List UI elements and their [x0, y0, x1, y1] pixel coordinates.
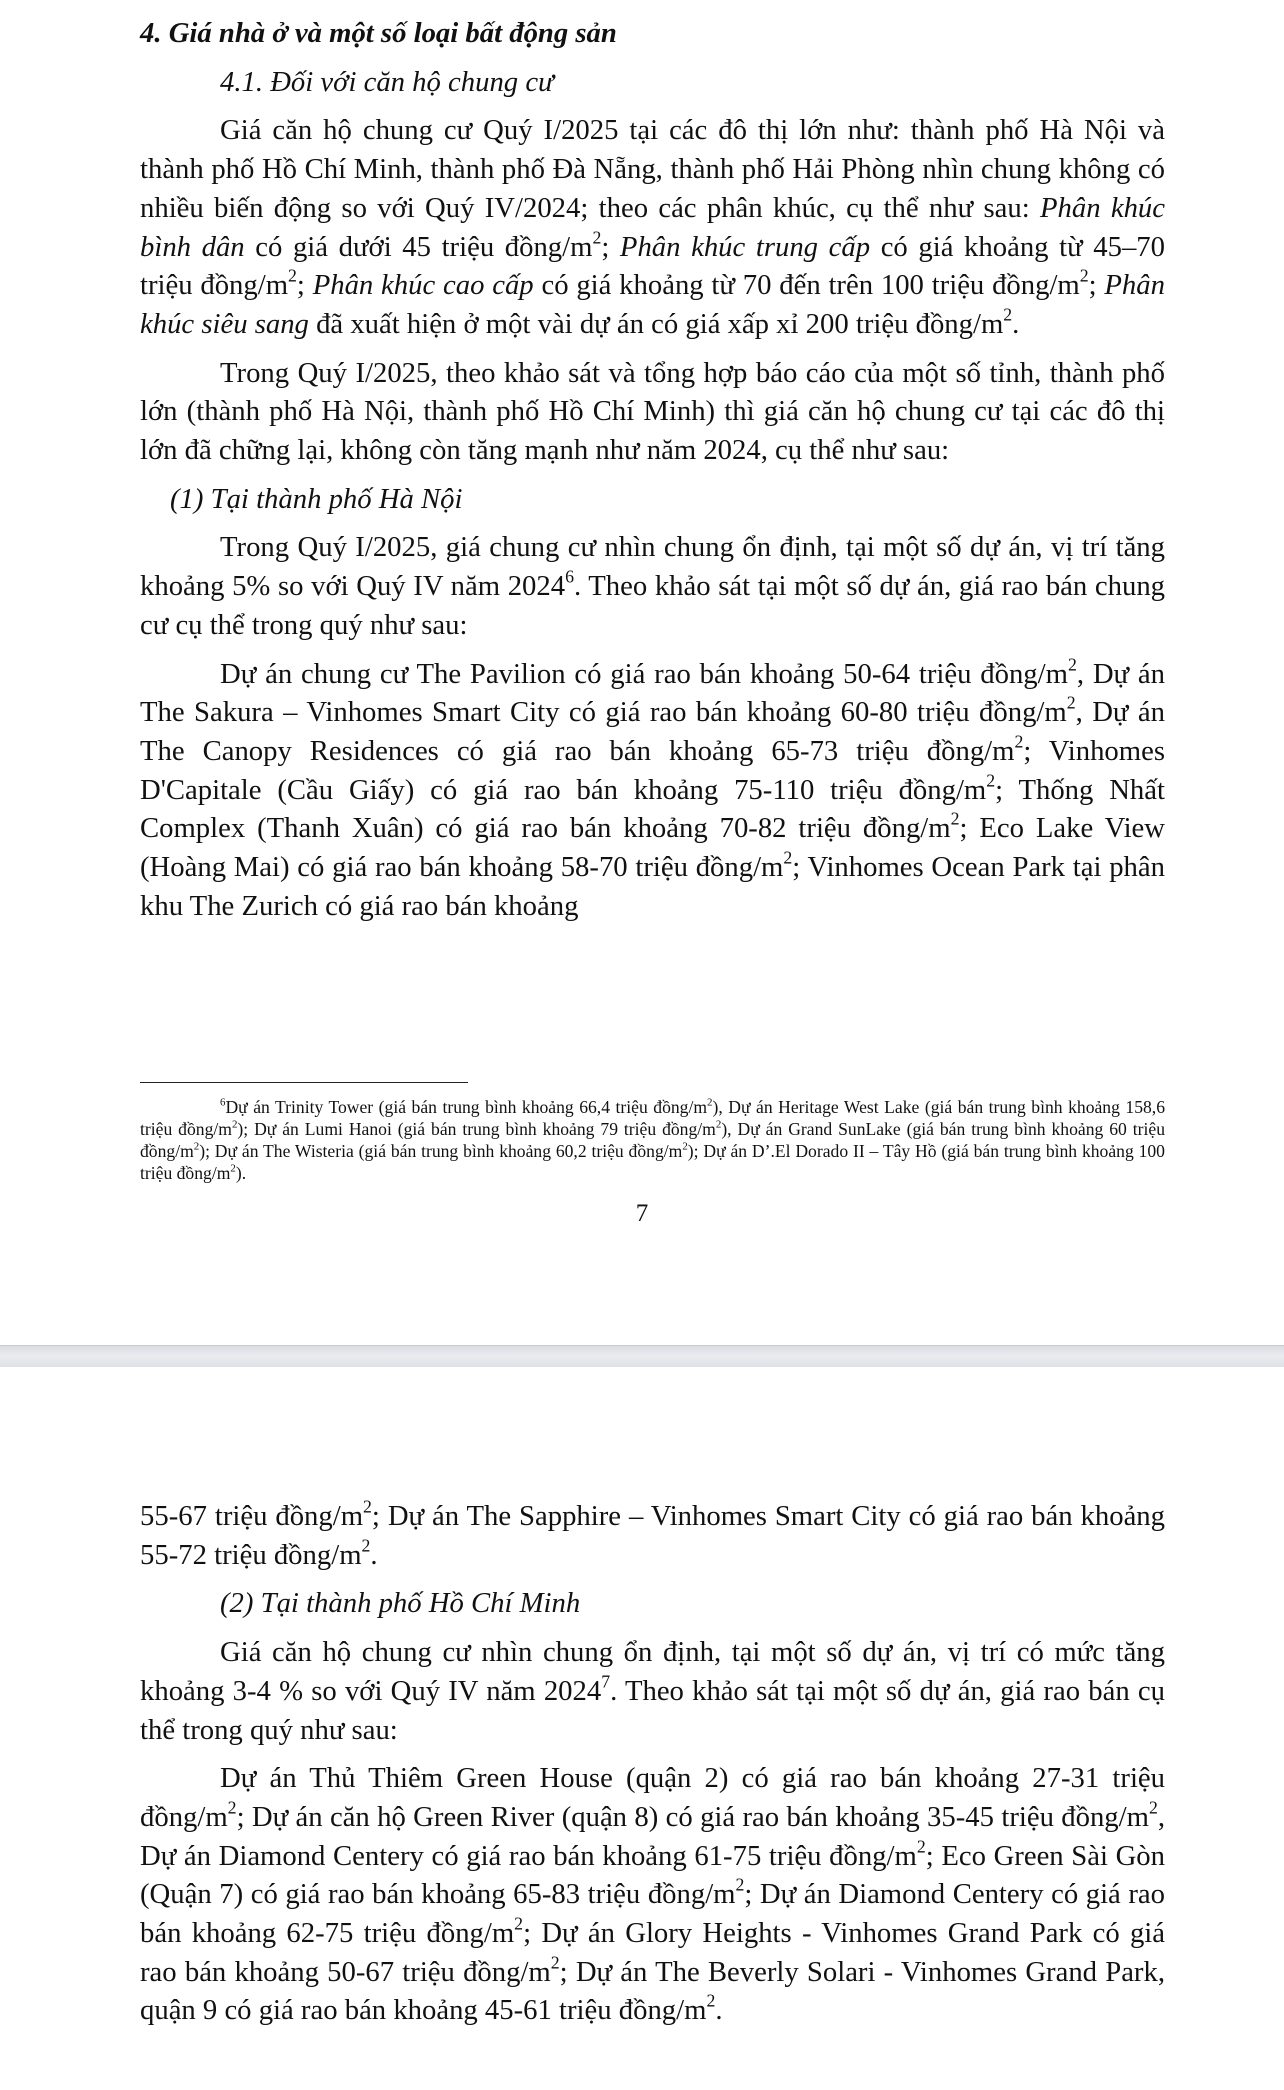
paragraph-hcm-overview: Giá căn hộ chung cư nhìn chung ổn định, tại một số dự án, vị trí có mức tăng khoảng 3-4 % so với Quý IV năm 2024$^7$. Theo khảo sát tại một số dự án, giá rao bán cụ thể trong quý như sau: [140, 1636, 1165, 1746]
paragraph-hanoi-projects: Dự án chung cư The Pavilion có giá rao bán khoảng 50-64 triệu đồng/$m^2$, Dự án The Sakura – Vinhomes Smart City có giá rao bán khoảng 60-80 triệu đồng/$m^2$, Dự án The Canopy Residences có giá rao bán khoảng 65-73 triệu đồng/$m^2$; Vinhomes D'Capitale (Cầu Giấy) có giá rao bán khoảng 75-110 triệu đồng/$m^2$; Thống Nhất Complex (Thanh Xuân) có giá rao bán khoảng 70-82 triệu đồng/$m^2$; Eco Lake View (Hoàng Mai) có giá rao bán khoảng 58-70 triệu đồng/$m^2$; Vinhomes Ocean Park tại phân khu The Zurich có giá rao bán khoảng [140, 654, 1165, 922]
paragraph-hanoi-overview: Trong Quý I/2025, giá chung cư nhìn chung ổn định, tại một số dự án, vị trí tăng khoảng 5% so với Quý IV năm 2024$^6$. Theo khảo sát tại một số dự án, giá rao bán chung cư cụ thể trong quý như sau: [140, 531, 1166, 641]
paragraph-hanoi-continued: 55-67 triệu đồng/$m^2$; Dự án The Sapphire – Vinhomes Smart City có giá rao bán khoảng 55-72 triệu đồng/$m^2$. [140, 1496, 1165, 1571]
page-body [140, 14, 1165, 925]
page-number: 7 [635, 1200, 649, 1227]
section-heading: 4. Giá nhà ở và một số loại bất động sản [140, 17, 617, 49]
paragraph-hcm-projects: Dự án Thủ Thiêm Green House (quận 2) có giá rao bán khoảng 27-31 triệu đồng/$m^2$; Dự án căn hộ Green River (quận 8) có giá rao bán khoảng 35-45 triệu đồng/$m^2$, Dự án Diamond Centery có giá rao bán khoảng 61-75 triệu đồng/$m^2$; Eco Green Sài Gòn (Quận 7) có giá rao bán khoảng 65-83 triệu đồng/$m^2$; Dự án Diamond Centery có giá rao bán khoảng 62-75 triệu đồng/$m^2$; Dự án Glory Heights - Vinhomes Grand Park có giá rao bán khoảng 50-67 triệu đồng/$m^2$; Dự án The Beverly Solari - Vinhomes Grand Park, quận 9 có giá rao bán khoảng 45-61 triệu đồng/$m^2$. [140, 1762, 1166, 2027]
hcm-heading: (2) Tại thành phố Hồ Chí Minh [220, 1587, 581, 1620]
page-break-separator [0, 1345, 1284, 1369]
hanoi-heading: (1) Tại thành phố Hà Nội [170, 482, 463, 515]
footnote-6: $^6$Dự án Trinity Tower (giá bán trung bình khoảng 66,4 triệu đồng/$m^2$), Dự án Heritage West Lake (giá bán trung bình khoảng 158,6 triệu đồng/$m^2$); Dự án Lumi Hanoi (giá bán trung bình khoảng 79 triệu đồng/$m^2$), Dự án Grand SunLake (giá bán trung bình khoảng 60 triệu đồng/$m^2$); Dự án The Wisteria (giá bán trung bình khoảng 60,2 triệu đồng/$m^2$); Dự án D’.El Dorado II – Tây Hồ (giá bán trung bình khoảng 100 triệu đồng/$m^2$). [140, 1096, 1165, 1183]
document-page-8 [0, 1367, 1284, 2090]
paragraph-q1-survey: Trong Quý I/2025, theo khảo sát và tổng hợp báo cáo của một số tỉnh, thành phố lớn (thành phố Hà Nội, thành phố Hồ Chí Minh) thì giá căn hộ chung cư tại các đô thị lớn đã chững lại, không còn tăng mạnh như năm 2024, cụ thể như sau: [140, 356, 1165, 467]
subsection-heading: 4.1. Đối với căn hộ chung cư [220, 65, 554, 98]
page-body [140, 1497, 1165, 2030]
paragraph-price-segments: Giá căn hộ chung cư Quý I/2025 tại các đô thị lớn như: thành phố Hà Nội và thành phố Hồ Chí Minh, thành phố Đà Nẵng, thành phố Hải Phòng nhìn chung không có nhiều biến động so với Quý IV/2024; theo các phân khúc, cụ thể như sau: Phân khúc bình dân có giá dưới 45 triệu đồng/$m^2$; Phân khúc trung cấp có giá khoảng từ 45–70 triệu đồng/$m^2$; Phân khúc cao cấp có giá khoảng từ 70 đến trên 100 triệu đồng/$m^2$; Phân khúc siêu sang đã xuất hiện ở một vài dự án có giá xấp xỉ 200 triệu đồng/$m^2$. [140, 114, 1166, 340]
footnote-ref-7[interactable]: 7 [601, 1671, 611, 1692]
footnote-ref-6[interactable]: 6 [565, 566, 574, 587]
footnote-divider [140, 1082, 468, 1083]
